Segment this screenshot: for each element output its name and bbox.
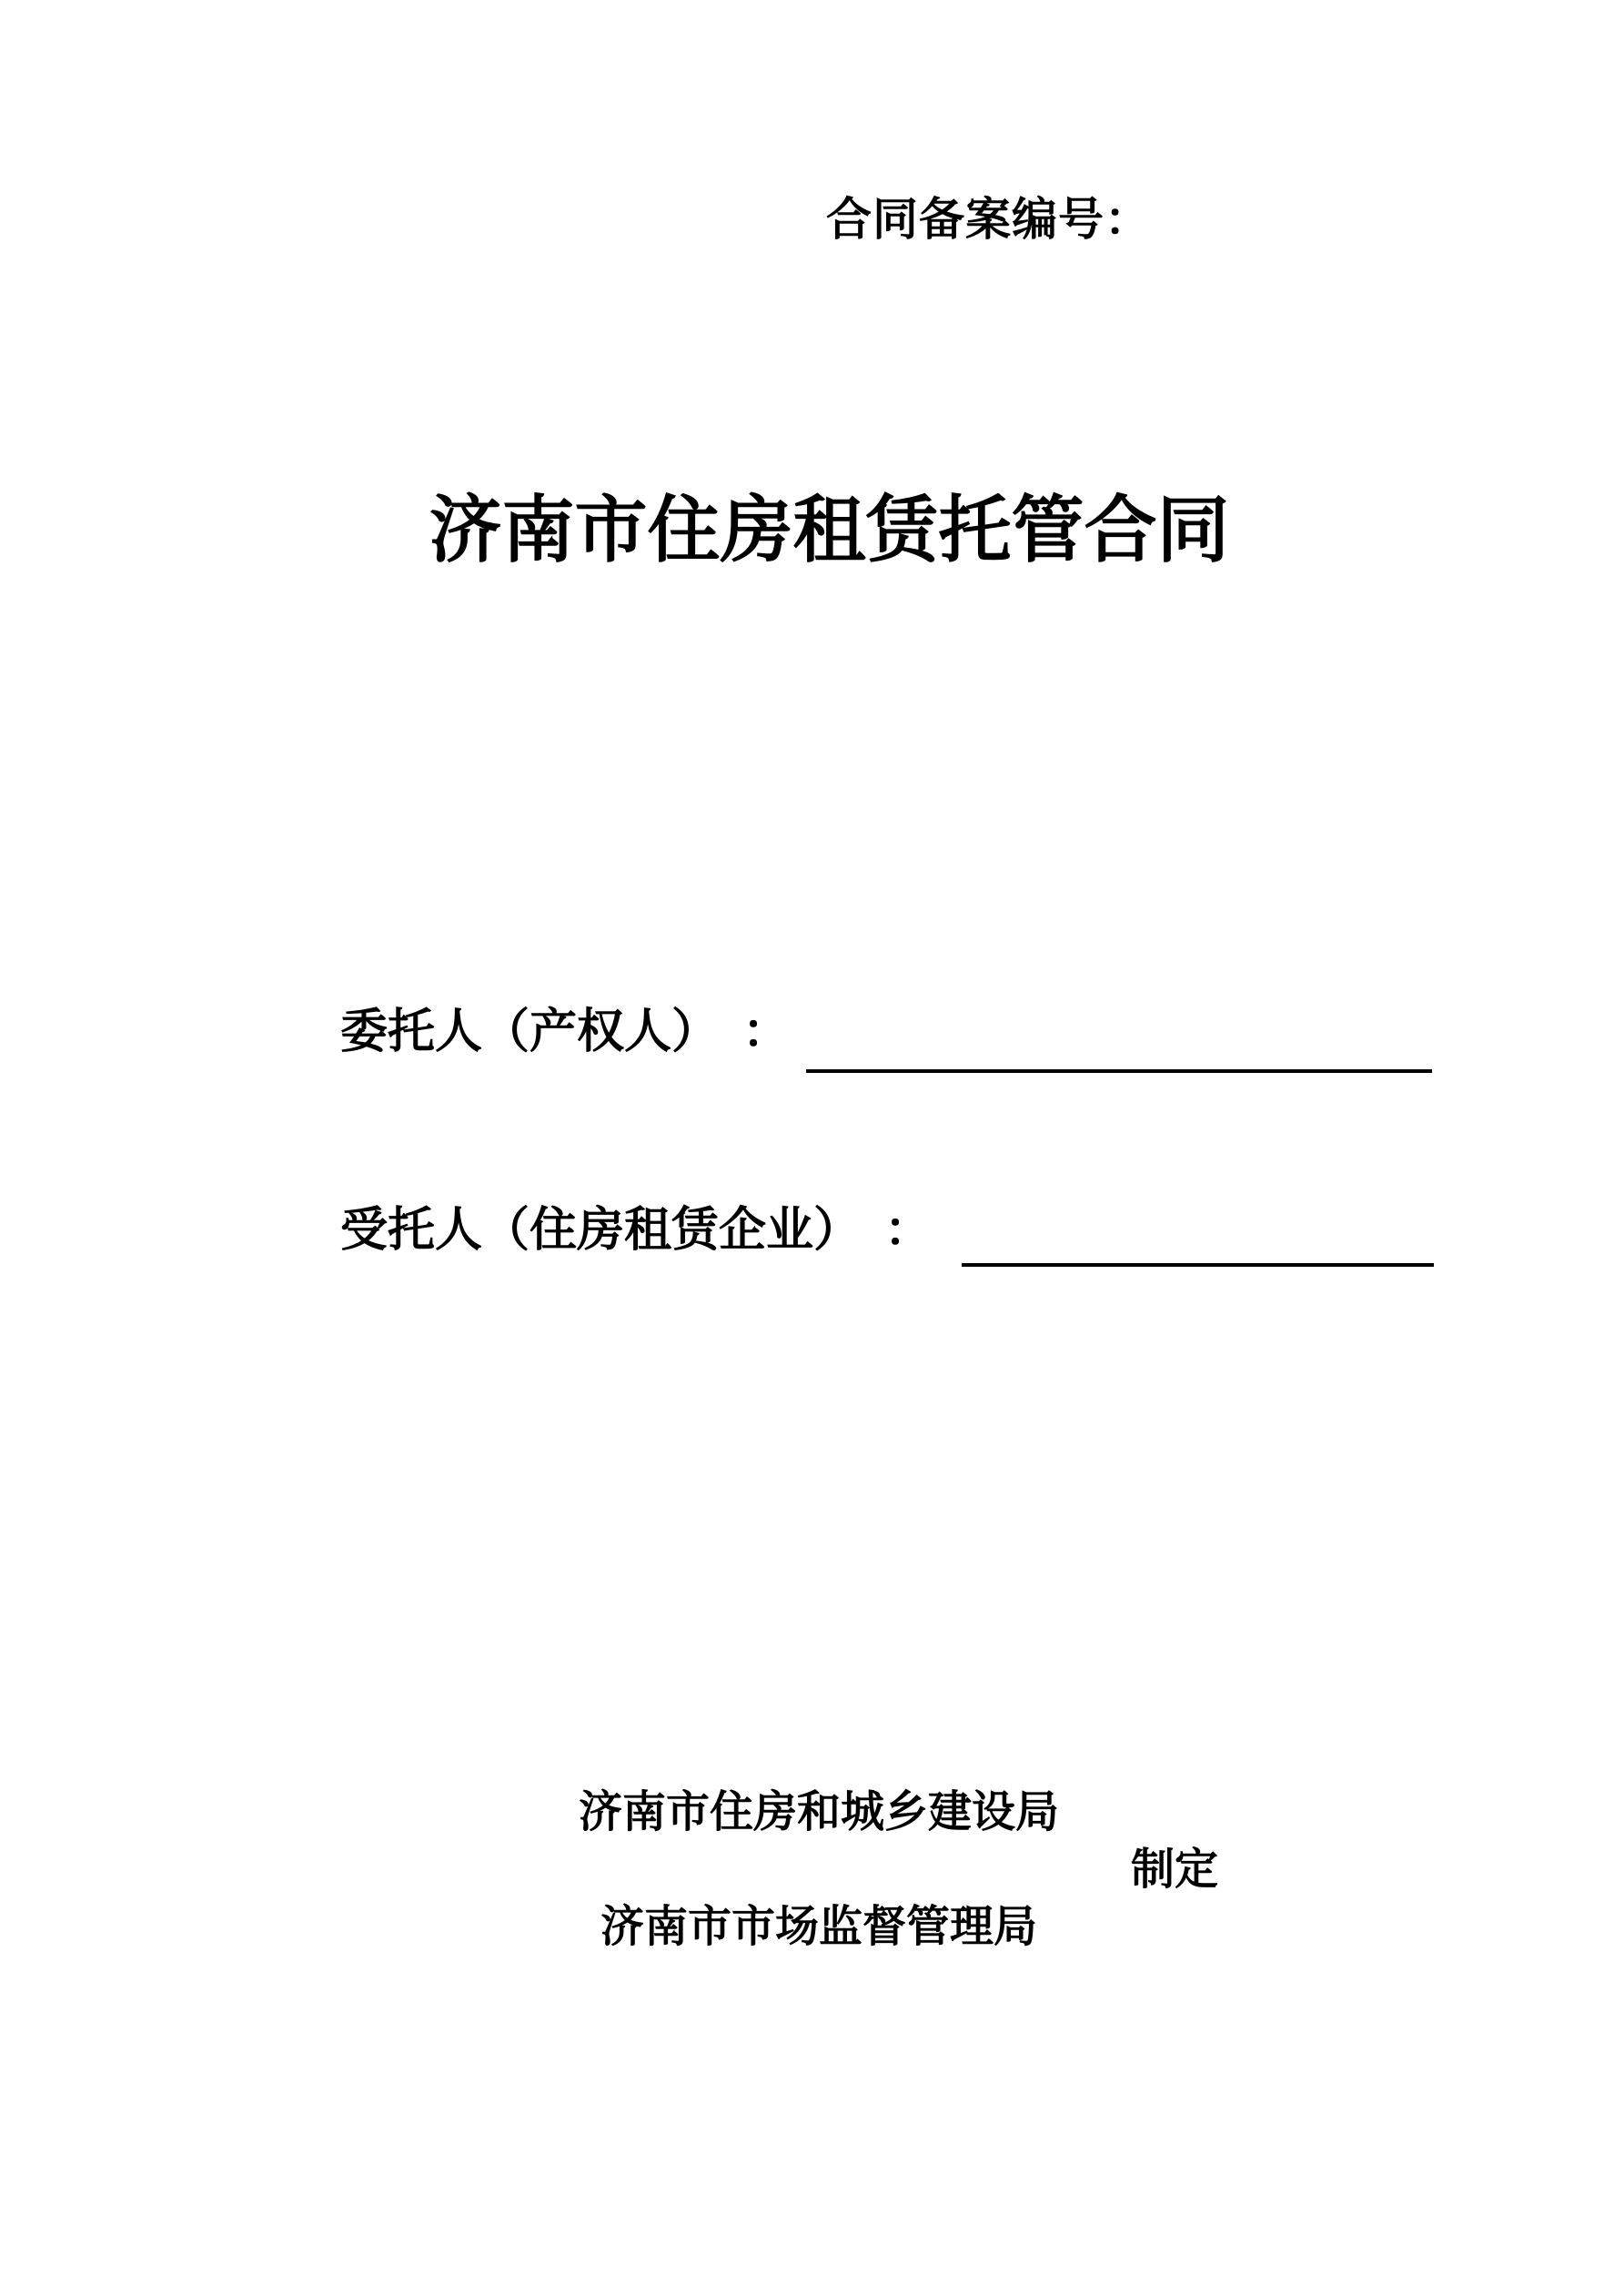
consignor-blank-line [806,1069,1432,1073]
filing-number-label: 合同备案编号： [826,194,1151,245]
consignor-label: 委托人（产权人） ： [340,1006,791,1058]
contract-title: 济南市住房租赁托管合同 [429,491,1230,571]
enact-label: 制定 [1131,1846,1219,1894]
issuer-line-2: 济南市市场监督管理局 [600,1903,1038,1951]
trustee-label: 受托人（住房租赁企业） ： [340,1205,933,1257]
trustee-blank-line [962,1263,1434,1267]
issuer-line-1: 济南市住房和城乡建设局 [579,1788,1060,1836]
